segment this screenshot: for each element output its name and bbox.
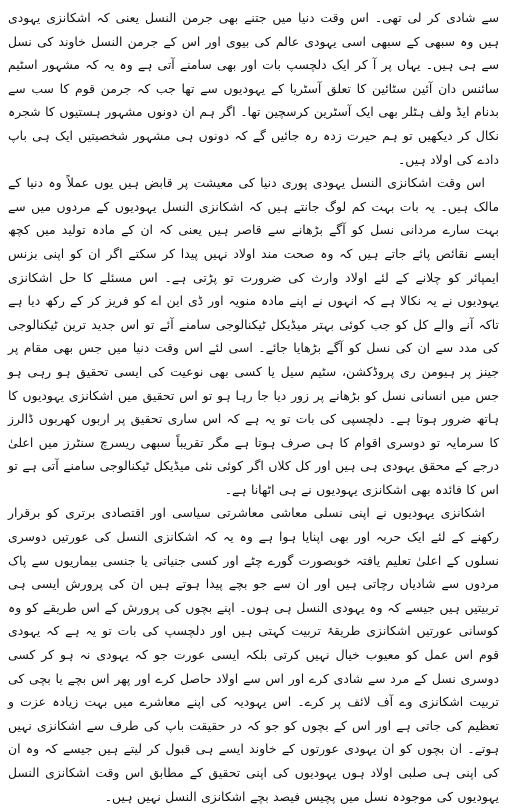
paragraph-2: اس وقت اشکانزی النسل یہودی پوری دنیا کی معیشت پر قابض ہیں یوں عملاً وہ دنیا کے مالک ہیں۔ یہ بات بہت کم لوگ جانتے ہیں کہ اشکانزی النسل یہودیوں کے مردوں میں سے بہت سارے مردانی نسل کو آگے بڑھانے سے قاصر ہیں یعنی کہ ان کے مادہ تولید میں کچھ ایسے نقائص پائے جاتے ہیں کہ وہ صحت مند اولاد نہیں پیدا کر سکتے اگر ان کو اپنی بزنس ایمپائر کو چلانے کے لئے اولاد وارث کی ضرورت تو پڑتی ہے۔ اس مسئلے کا حل اشکانزی یہودیوں نے یہ نکالا ہے کہ انہوں نے اپنے مادہ منویہ اور ڈی این اے کو فریز کر کے رکھ دیا ہے تاکہ آنے والے کل کو جب کوئی بہتر میڈیکل ٹیکنالوجی سامنے آئے تو اس جدید ترین ٹیکنالوجی کی مدد سے ان کی نسل کو آگے بڑھایا جائے۔ اسی لئے اس وقت دنیا میں جس بھی مقام پر جینز پر ہیومن ری پروڈکشن، سٹیم سیل یا کسی بھی نوعیت کی ایسی تحقیق ہو رہی ہو جس میں انسانی نسل کو بڑھانے پر زور دیا جا رہا ہو تو اس تحقیق میں اشکانزی یہودیوں کا ہاتھ ضرور ہوتا ہے۔ دلچسپی کی بات تو یہ ہے کہ اس ساری تحقیق پر اربوں کھربوں ڈالرز کا سرمایہ تو دوسری اقوام کا ہی صرف ہوتا ہے مگر تقریباً سبھی ریسرچ سنٹرز میں اعلیٰ درجے کے محقق یہودی ہی ہیں اور کل کلاں اگر کوئی نئی میڈیکل ٹیکنالوجی سامنے آتی ہے تو اس کا فائدہ بھی اشکانزی یہودیوں نے ہی اٹھانا ہے۔ (8, 175, 499, 497)
paragraph-1: سے شادی کر لی تھی۔ اس وقت دنیا میں جتنے بھی جرمن النسل یعنی کہ اشکانزی یہودی ہیں وہ سبھی کے سبھی اسی یہودی عالم کی بیوی اور اس کے جرمن النسل خاوند کی نسل سے ہی ہیں۔ یہاں پر آ کر ایک دلچسپ بات اور بھی سامنے آتی ہے وہ یہ کہ مشہور اسٹیم سائنس دان آئین سٹائین کا تعلق آسٹریا کے یہودیوں سے تھا جب کہ جرمن قوم کا سب سے بدنام ایڈ ولف ہٹلر بھی ایک آسٹرین کرسچین تھا۔ اگر ہم ان دونوں مشہور ہستیوں کا شجرہ نکال کر دیکھیں تو ہم حیرت زدہ رہ جائیں گے کہ دونوں ہی مشہور شخصیتیں ایک ہی باپ دادے کی اولاد ہیں۔ (8, 10, 499, 167)
paragraph-3: اشکانزی یہودیوں نے اپنی نسلی معاشی معاشرتی سیاسی اور اقتصادی برتری کو برقرار رکھنے کے لئے ایک حربہ اور بھی اپنایا ہوا ہے وہ یہ کہ اشکانزی النسل کی عورتیں دوسری نسلوں کے اعلیٰ تعلیم یافتہ خوبصورت گورے چٹے اور کسی جنیاتی یا جنسی بیماریوں سے پاک مردوں سے شادیاں رچاتی ہیں اور ان سے جو بچے پیدا ہوتے ہیں ان کی پرورش ایسی ہی تربیتیں ہیں جیسے کہ وہ یہودی النسل ہی ہوں۔ اپنے بچوں کی پرورش کے اس طریقے کو وہ کوسانی عورتیں اشکانزی طریقۂ تربیت کہتی ہیں اور دلچسپ کی بات تو یہ ہے کہ یہودی قوم اس عمل کو معیوب خیال نہیں کرتی بلکہ ایسی عورت جو کہ یہودی نہ ہو کر کسی دوسری نسل کے مرد سے شادی کرے اور اس سے اولاد حاصل کرے اور پھر اس بچے یا بچی کی تربیت اشکانزی وے آف لائف پر کرے۔ اس یہودیہ کی اپنے معاشرے میں بہت زیادہ عزت و تعظیم کی جاتی ہے اور اس کے بچوں کو جو کہ در حقیقت باپ کی طرف سے اشکانزی نہیں ہوتے۔ ان بچوں کو ان یہودی عورتوں کے خاوند ایسے ہی قبول کر لیتے ہیں جیسے کہ وہ ان کی اپنی ہی صلبی اولاد ہوں یہودیوں کی اپنی تحقیق کے مطابق اس وقت اشکانزی النسل یہودیوں کی موجودہ نسل میں پچیس فیصد بچے اشکانزی النسل نہیں ہیں۔ (8, 505, 499, 804)
